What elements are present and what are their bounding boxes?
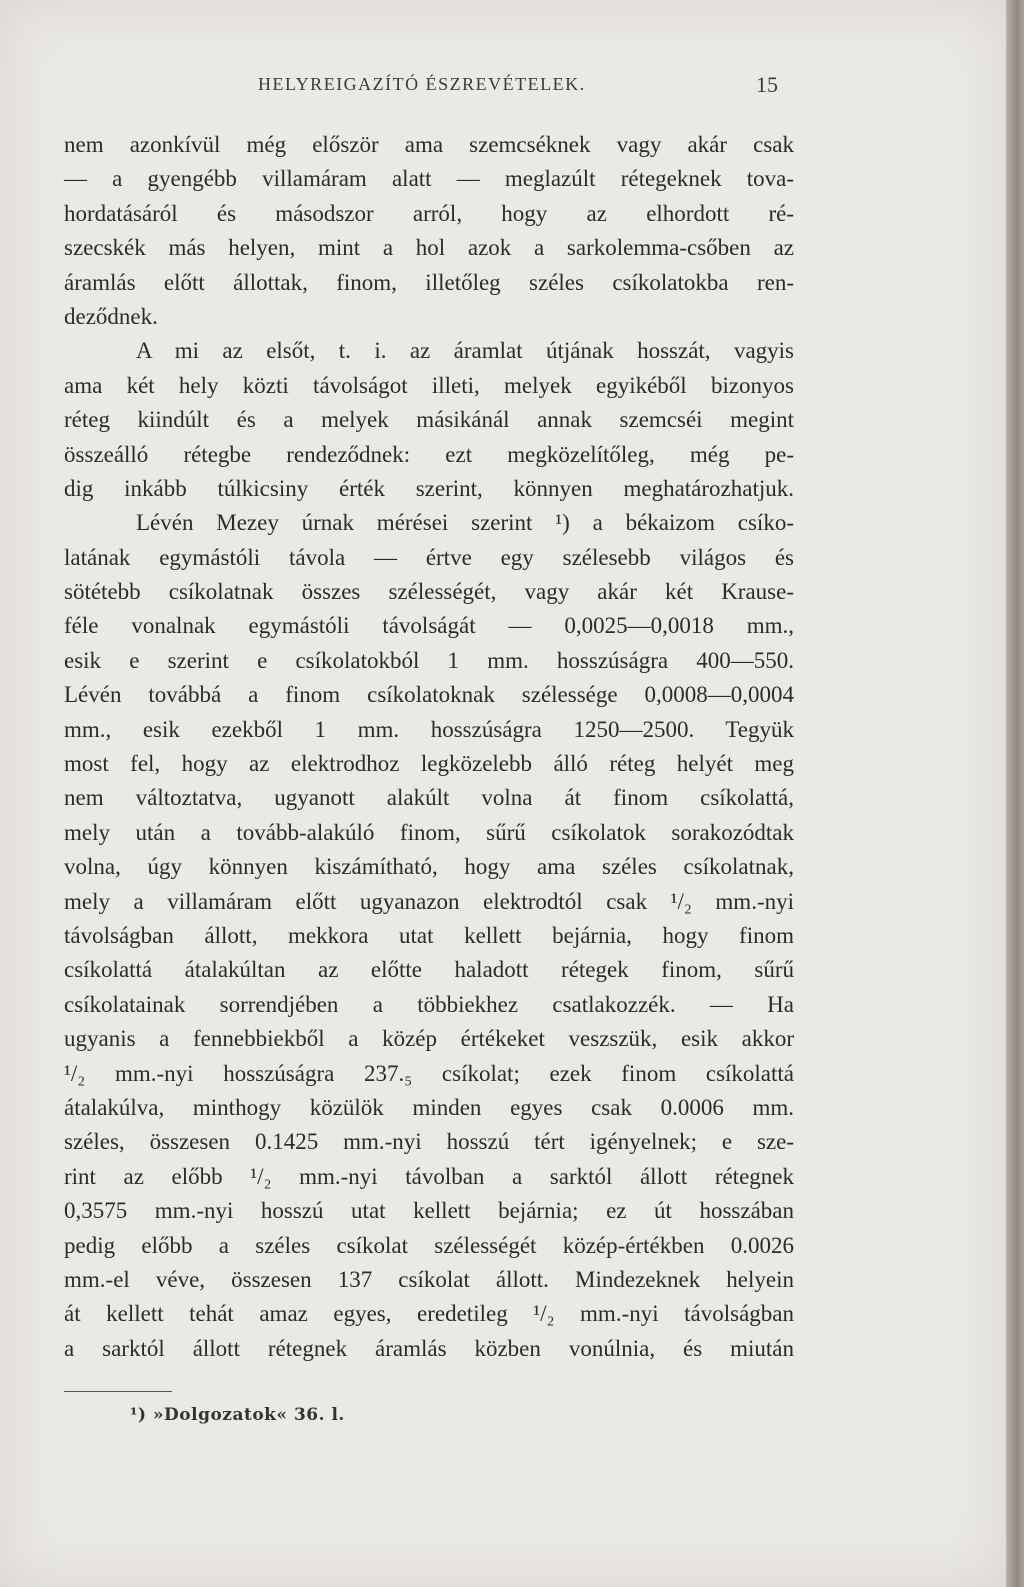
text-line: Lévén továbbá a finom csíkolatoknak szélessége 0,0008—0,0004 xyxy=(64,682,794,708)
text-line: pedig előbb a széles csíkolat szélességét közép-értékben 0.0026 xyxy=(64,1232,794,1258)
footnote: ¹) »Dolgozatok« 36. l. xyxy=(130,1405,345,1425)
page-edge xyxy=(1006,0,1024,1587)
text-line: mely után a tovább-alakúló finom, sűrű csíkolatok sorakozódtak xyxy=(64,819,794,845)
running-head: HELYREIGAZÍTÓ ÉSZREVÉTELEK. xyxy=(258,74,586,94)
text-line: távolságban állott, mekkora utat kellett bejárnia, hogy finom xyxy=(64,922,794,948)
text-line: mm.-el véve, összesen 137 csíkolat állott. Mindezeknek helyein xyxy=(64,1266,794,1292)
text-line: összeálló rétegbe rendeződnek: ezt megközelítőleg, még pe- xyxy=(64,441,794,467)
text-line: deződnek. xyxy=(64,303,158,329)
text-line: átalakúlva, minthogy közülök minden egyes csak 0.0006 mm. xyxy=(64,1094,794,1120)
text-line: a sarktól állott rétegnek áramlás közben vonúlnia, és miután xyxy=(64,1335,794,1361)
text-line: szecskék más helyen, mint a hol azok a sarkolemma-csőben az xyxy=(64,235,794,261)
paragraph-first-line: A mi az elsőt, t. i. az áramlat útjának hosszát, vagyis xyxy=(136,338,794,364)
text-line: 0,3575 mm.-nyi hosszú utat kellett bejárnia; ez út hosszában xyxy=(64,1198,794,1224)
page-number: 15 xyxy=(756,72,778,97)
text-line: rint az előbb ¹/₂ mm.-nyi távolban a sarktól állott rétegnek xyxy=(64,1163,794,1189)
text-line: ¹/₂ mm.-nyi hosszúságra 237.₅ csíkolat; ezek finom csíkolattá xyxy=(64,1060,794,1086)
text-line: hordatásáról és másodszor arról, hogy az elhordott ré- xyxy=(64,200,794,226)
text-line: esik e szerint e csíkolatokból 1 mm. hosszúságra 400—550. xyxy=(64,647,794,673)
footnote-divider xyxy=(64,1391,172,1392)
text-line: csíkolattá átalakúltan az előtte haladott rétegek finom, sűrű xyxy=(64,957,794,983)
text-line: csíkolatainak sorrendjében a többiekhez csatlakozzék. — Ha xyxy=(64,991,794,1017)
text-line: mely a villamáram előtt ugyanazon elektrodtól csak ¹/₂ mm.-nyi xyxy=(64,888,794,914)
text-line: most fel, hogy az elektrodhoz legközelebb álló réteg helyét meg xyxy=(64,751,794,777)
text-line: volna, úgy könnyen kiszámítható, hogy ama széles csíkolatnak, xyxy=(64,854,794,880)
text-line: réteg kiindúlt és a melyek másikánál annak szemcséi megint xyxy=(64,407,794,433)
text-line: áramlás előtt állottak, finom, illetőleg széles csíkolatokba ren- xyxy=(64,269,794,295)
body-text xyxy=(64,128,794,1366)
text-line: latának egymástóli távola — értve egy szélesebb világos és xyxy=(64,544,794,570)
text-line: nem azonkívül még először ama szemcséknek vagy akár csak xyxy=(64,132,794,157)
text-line: széles, összesen 0.1425 mm.-nyi hosszú tért igényelnek; e sze- xyxy=(64,1129,794,1155)
text-line: féle vonalnak egymástóli távolságát — 0,0025—0,0018 mm., xyxy=(64,613,794,639)
text-line: mm., esik ezekből 1 mm. hosszúságra 1250—2500. Tegyük xyxy=(64,716,794,742)
text-line: sötétebb csíkolatnak összes szélességét, vagy akár két Krause- xyxy=(64,579,794,605)
text-line: — a gyengébb villamáram alatt — meglazúlt rétegeknek tova- xyxy=(64,166,794,192)
paragraph-first-line: Lévén Mezey úrnak mérései szerint ¹) a békaizom csíko- xyxy=(136,510,794,536)
text-line: nem változtatva, ugyanott alakúlt volna át finom csíkolattá, xyxy=(64,785,794,811)
text-line: át kellett tehát amaz egyes, eredetileg ¹/₂ mm.-nyi távolságban xyxy=(64,1301,794,1327)
text-line: dig inkább túlkicsiny érték szerint, könnyen meghatározhatjuk. xyxy=(64,475,794,501)
text-line: ama két hely közti távolságot illeti, melyek egyikéből bizonyos xyxy=(64,372,794,398)
text-line: ugyanis a fennebbiekből a közép értékeket veszszük, esik akkor xyxy=(64,1026,794,1052)
